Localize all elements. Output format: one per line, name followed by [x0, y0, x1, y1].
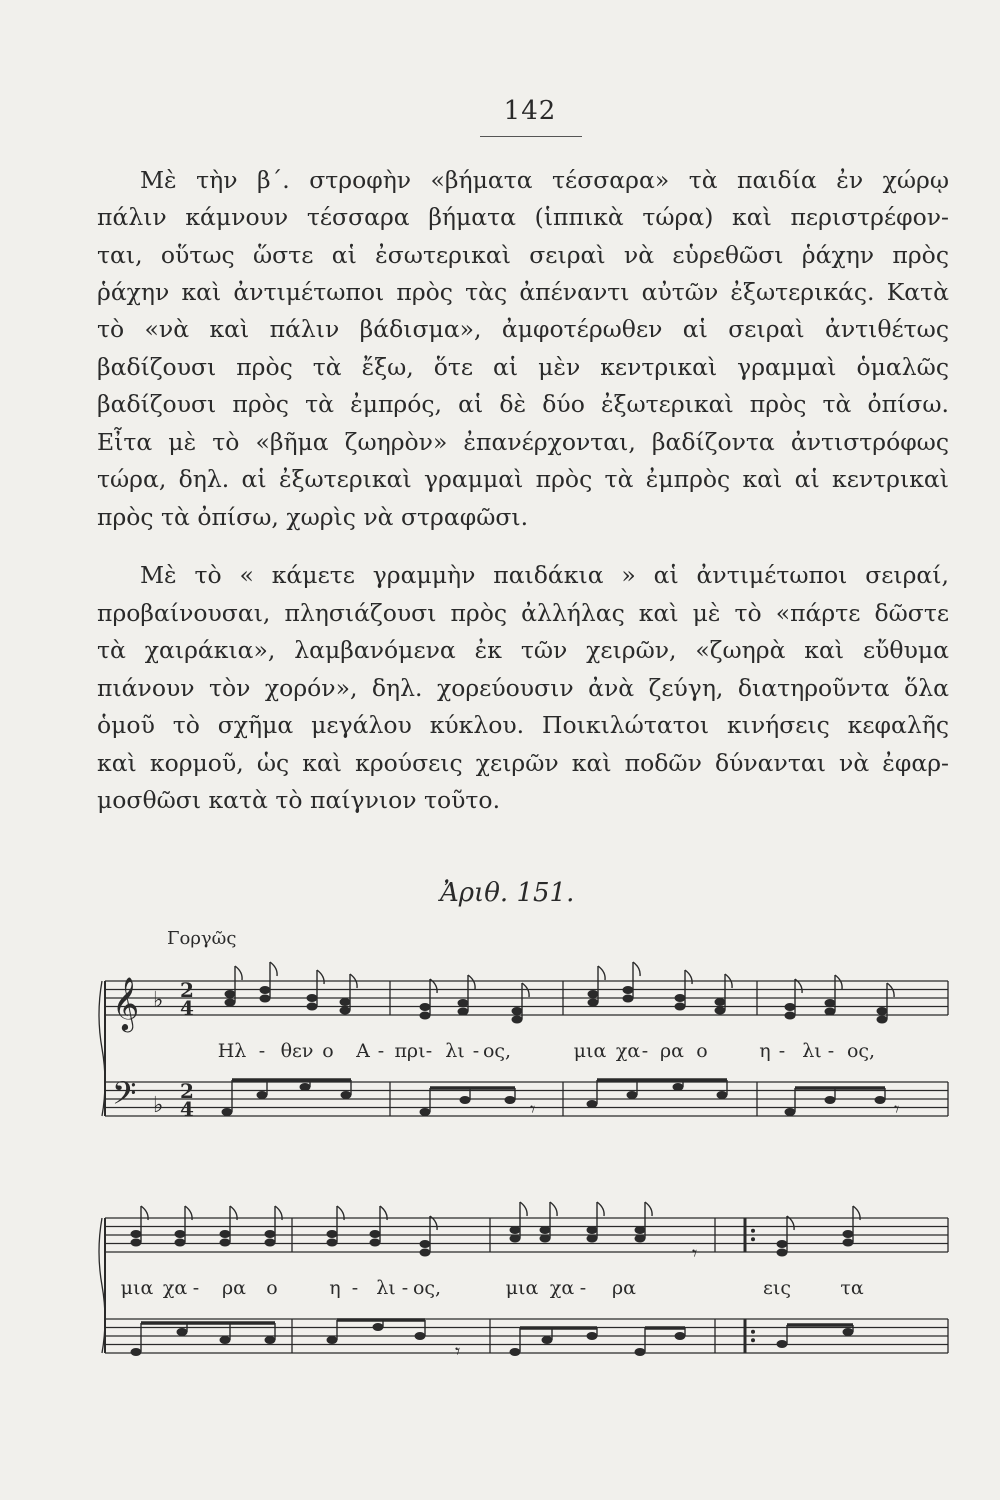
treble-clef-icon: 𝄞 [112, 976, 140, 1030]
lyric-syllable: μια [120, 1277, 154, 1299]
lyric-syllable: ος, [412, 1277, 442, 1299]
note-head [623, 995, 634, 1003]
lyric-syllable: Α [356, 1040, 370, 1062]
lyric-syllable: ος, [846, 1040, 876, 1062]
lyric-syllable: χα [549, 1277, 575, 1299]
time-signature-lower: 4 [180, 996, 194, 1020]
note-flag [550, 1202, 557, 1216]
note-head [460, 1096, 471, 1104]
note-head [675, 1003, 686, 1011]
lyric-syllable: ο [322, 1040, 334, 1062]
note-head [635, 1348, 646, 1356]
note-head [341, 1091, 352, 1099]
note-head [458, 999, 469, 1007]
note-head [540, 1235, 551, 1243]
note-flag [633, 962, 640, 976]
note-head [257, 1091, 268, 1099]
note-head [875, 1096, 886, 1104]
note-head [420, 1012, 431, 1020]
rest-icon: 𝄾 [894, 1097, 900, 1121]
text-line: ῥάχην καὶ ἀντιμέτωποι πρὸς τὰς ἀπέναντι αὐτῶν ἐξωτερικάς. Κατὰ [97, 278, 949, 306]
tempo-marking: Γοργῶς [167, 928, 237, 949]
note-head [587, 1332, 598, 1340]
note-head [373, 1323, 384, 1331]
note-head [340, 998, 351, 1006]
note-head [587, 1235, 598, 1243]
note-head [220, 1230, 231, 1238]
time-signature-upper: 2 [180, 978, 194, 1002]
note-head [505, 1096, 516, 1104]
lyric-syllable: πρι [394, 1040, 426, 1062]
lyric-syllable: - [425, 1040, 433, 1062]
text-line: προβαίνουσαι, πλησιάζουσι πρὸς ἀλλήλας καὶ μὲ τὸ «πάρτε δῶστε [97, 599, 949, 627]
note-head [175, 1230, 186, 1238]
lyric-syllable: τα [840, 1277, 864, 1299]
note-head [370, 1230, 381, 1238]
note-head [843, 1239, 854, 1247]
rest-icon: 𝄾 [455, 1339, 461, 1363]
note-head [131, 1239, 142, 1247]
lyric-syllable: - [192, 1277, 200, 1299]
lyric-syllable: λι [802, 1040, 822, 1062]
lyric-syllable: - [377, 1040, 385, 1062]
note-head [420, 1108, 431, 1116]
note-head [327, 1239, 338, 1247]
text-line: πάλιν κάμνουν τέσσαρα βήματα (ἱππικὰ τώρα) καὶ περιστρέφον- [97, 203, 949, 231]
note-head [785, 1012, 796, 1020]
note-head [675, 994, 686, 1002]
lyric-syllable: εις [763, 1277, 791, 1299]
note-head [340, 1007, 351, 1015]
note-head [510, 1348, 521, 1356]
text-line: ται, οὕτως ὥστε αἱ ἐσωτερικαὶ σειραὶ νὰ εὑρεθῶσι ῥάχην πρὸς [97, 241, 949, 269]
text-line: τὸ «νὰ καὶ πάλιν βάδισμα», ἀμφοτέρωθεν αἱ σειραὶ ἀντιθέτως [97, 315, 949, 343]
note-flag [835, 975, 842, 989]
note-flag [685, 970, 692, 984]
repeat-dot [751, 1330, 755, 1334]
note-head [877, 1007, 888, 1015]
note-head [777, 1240, 788, 1248]
text-line: μοσθῶσι κατὰ τὸ παίγνιον τοῦτο. [97, 786, 501, 814]
note-head [587, 1100, 598, 1108]
text-line: ὁμοῦ τὸ σχῆμα μεγάλου κύκλου. Ποικιλώτατοι κινήσεις κεφαλῆς [97, 711, 949, 739]
lyric-syllable: - [472, 1040, 480, 1062]
note-head [510, 1226, 521, 1234]
lyric-syllable: ος, [482, 1040, 512, 1062]
note-head [785, 1003, 796, 1011]
note-head [510, 1235, 521, 1243]
bass-clef-icon: 𝄢 [112, 1075, 137, 1119]
note-head [300, 1083, 311, 1091]
note-head [540, 1226, 551, 1234]
rest-icon: 𝄾 [692, 1241, 698, 1265]
lyric-syllable: λι [376, 1277, 396, 1299]
note-head [785, 1108, 796, 1116]
lyric-syllable: - [579, 1277, 587, 1299]
note-flag [597, 1202, 604, 1216]
note-head [225, 990, 236, 998]
lyric-syllable: μια [573, 1040, 607, 1062]
page-number: 142 [503, 96, 557, 126]
lyric-syllable: χα [615, 1040, 641, 1062]
note-head [542, 1336, 553, 1344]
note-head [458, 1008, 469, 1016]
lyric-syllable: - [641, 1040, 649, 1062]
text-line: Μὲ τὴν β΄. στροφὴν «βήματα τέσσαρα» τὰ παιδία ἐν χώρῳ [140, 166, 949, 194]
note-head [843, 1328, 854, 1336]
note-head [420, 1240, 431, 1248]
note-head [265, 1230, 276, 1238]
note-head [260, 986, 271, 994]
lyric-syllable: ρα [221, 1277, 247, 1299]
note-head [327, 1336, 338, 1344]
note-flag [270, 962, 277, 976]
note-flag [645, 1202, 652, 1216]
lyric-syllable: - [258, 1040, 266, 1062]
lyric-syllable: η [329, 1277, 341, 1299]
lyric-syllable: - [351, 1277, 359, 1299]
text-line: βαδίζουσι πρὸς τὰ ἐμπρός, αἱ δὲ δύο ἐξωτερικαὶ πρὸς τὰ ὀπίσω. [97, 390, 949, 418]
text-line: Μὲ τὸ « κάμετε γραμμὴν παιδάκια » αἱ ἀντιμέτωποι σειραί, [140, 561, 949, 589]
note-head [415, 1332, 426, 1340]
note-flag [317, 970, 324, 984]
rest-icon: 𝄾 [530, 1097, 536, 1121]
repeat-dot [751, 1229, 755, 1233]
note-head [635, 1235, 646, 1243]
note-head [635, 1226, 646, 1234]
note-head [843, 1230, 854, 1238]
note-head [627, 1091, 638, 1099]
lyric-syllable: ο [696, 1040, 708, 1062]
note-head [587, 1226, 598, 1234]
note-head [307, 1003, 318, 1011]
text-line: βαδίζουσι πρὸς τὰ ἔξω, ὅτε αἱ μὲν κεντρικαὶ γραμμαὶ ὁμαλῶς [97, 353, 949, 381]
note-head [220, 1336, 231, 1344]
note-head [623, 986, 634, 994]
text-line: πρὸς τὰ ὀπίσω, χωρὶς νὰ στραφῶσι. [97, 503, 529, 531]
lyric-syllable: - [401, 1277, 409, 1299]
text-line: πιάνουν τὸν χορόν», δηλ. χορεύουσιν ἀνὰ ζεύγη, διατηροῦντα ὅλα [97, 674, 949, 702]
note-head [825, 1008, 836, 1016]
note-head [420, 1003, 431, 1011]
note-head [177, 1328, 188, 1336]
note-head [225, 999, 236, 1007]
note-head [512, 1016, 523, 1024]
note-head [717, 1091, 728, 1099]
note-head [777, 1340, 788, 1348]
note-head [512, 1007, 523, 1015]
text-line: τώρα, δηλ. αἱ ἐξωτερικαὶ γραμμαὶ πρὸς τὰ ἐμπρὸς καὶ αἱ κεντρικαὶ [97, 465, 949, 493]
text-line: Εἶτα μὲ τὸ «βῆμα ζωηρὸν» ἐπανέρχονται, βαδίζοντα ἀντιστρόφως [97, 428, 949, 456]
lyric-syllable: μια [505, 1277, 539, 1299]
note-head [307, 994, 318, 1002]
note-head [673, 1083, 684, 1091]
lyric-syllable: η [759, 1040, 771, 1062]
lyric-syllable: ρα [659, 1040, 685, 1062]
lyric-syllable: - [827, 1040, 835, 1062]
note-head [131, 1230, 142, 1238]
lyric-syllable: λι [445, 1040, 465, 1062]
note-head [675, 1332, 686, 1340]
note-head [825, 1096, 836, 1104]
time-signature-upper: 2 [180, 1079, 194, 1103]
time-signature-lower: 4 [180, 1097, 194, 1121]
note-head [220, 1239, 231, 1247]
lyric-syllable: θεν [280, 1040, 314, 1062]
text-line: τὰ χαιράκια», λαμβανόμενα ἐκ τῶν χειρῶν, «ζωηρὰ καὶ εὔθυμα [97, 636, 949, 664]
note-head [588, 990, 599, 998]
note-flag [468, 975, 475, 989]
flat-icon: ♭ [153, 988, 164, 1013]
note-head [260, 995, 271, 1003]
flat-icon: ♭ [153, 1093, 164, 1118]
lyric-syllable: - [778, 1040, 786, 1062]
note-head [588, 999, 599, 1007]
note-head [370, 1239, 381, 1247]
note-head [715, 1007, 726, 1015]
note-flag [598, 966, 605, 980]
note-head [265, 1336, 276, 1344]
lyric-syllable: Ηλ [217, 1040, 247, 1062]
repeat-dot [751, 1237, 755, 1241]
note-head [265, 1239, 276, 1247]
text-line: καὶ κορμοῦ, ὡς καὶ κρούσεις χειρῶν καὶ ποδῶν δύνανται νὰ ἐφαρ- [97, 749, 949, 777]
note-head [327, 1230, 338, 1238]
note-head [175, 1239, 186, 1247]
figure-title: Ἀριθ. 151. [440, 878, 575, 908]
note-flag [520, 1202, 527, 1216]
lyric-syllable: ο [266, 1277, 278, 1299]
note-head [420, 1249, 431, 1257]
note-head [131, 1348, 142, 1356]
lyric-syllable: χα [162, 1277, 188, 1299]
lyric-syllable: ρα [611, 1277, 637, 1299]
note-head [715, 998, 726, 1006]
repeat-dot [751, 1338, 755, 1342]
note-head [777, 1249, 788, 1257]
note-head [825, 999, 836, 1007]
note-flag [235, 966, 242, 980]
note-head [222, 1108, 233, 1116]
note-head [877, 1016, 888, 1024]
